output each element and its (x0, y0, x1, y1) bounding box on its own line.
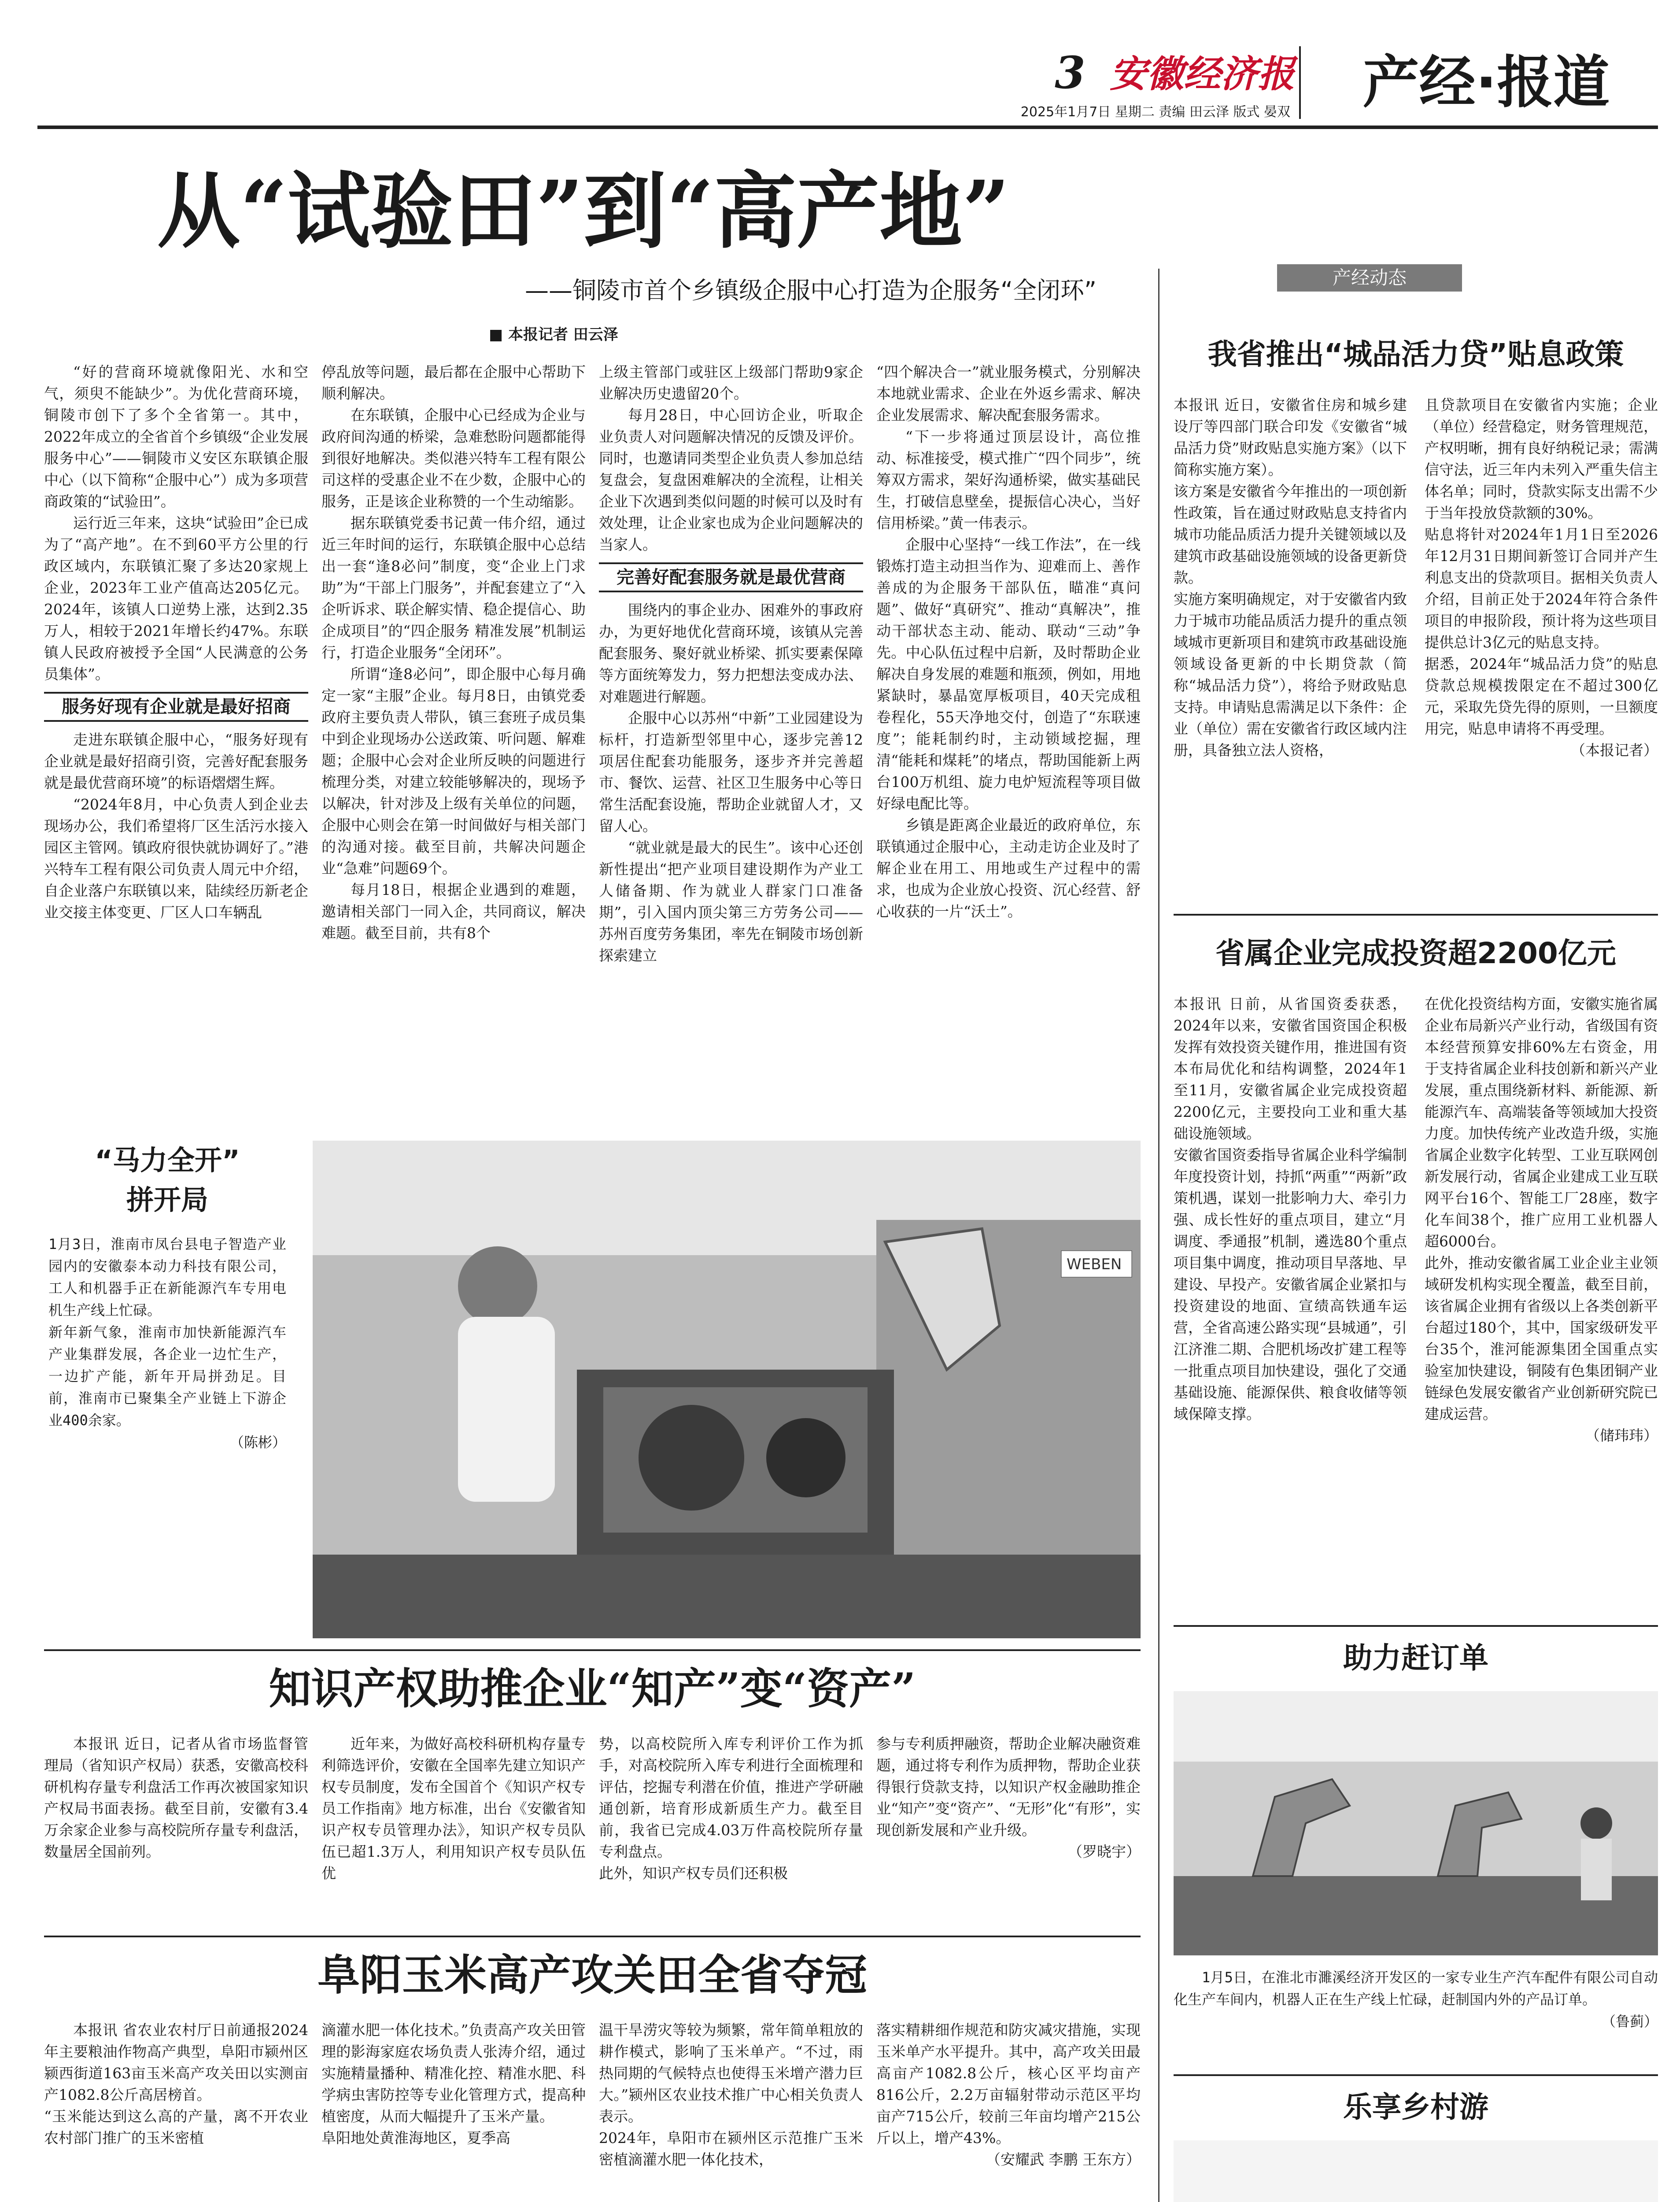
paragraph: 企服中心以苏州“中新”工业园建设为标杆，打造新型邻里中心，逐步完善12项居住配套功能服务，逐步齐并完善超市、餐饮、运营、社区卫生服务中心等日常生活配套设施，帮助企业就留人才，又留人心。 (599, 709, 863, 835)
corn-col-1: 本报讯 省农业农村厅日前通报2024年主要粮油作物高产典型，阜阳市颍州区颍西街道163亩玉米高产攻关田以实测亩产1082.8公斤高居榜首。 “玉米能达到这么高的产量，离不开农业农村部门推广的玉米密植 (44, 2021, 308, 2147)
masthead (0, 0, 1680, 145)
a1-col-right (1425, 394, 1658, 896)
p1-title: 助力赶订单 (1343, 1641, 1488, 1675)
strawberry-photo-illustration (1174, 2140, 1658, 2202)
lead-col-1 (44, 361, 308, 1090)
a1-col-left: 本报讯 近日，安徽省住房和城乡建设厅等四部门联合印发《安徽省“城品活力贷”财政贴息实施方案》（以下简称实施方案）。 该方案是安徽省今年推出的一项创新性政策，旨在通过财政贴息支持省内城市功能品质活力提升关键领域以及建筑市政基础设施领域的设备更新贷款。 实施方案明确规定，对于安徽省内致力于城市功能品质活力提升的重点领域城市更新项目和建筑市政基础设施领域设备更新的中长期贷款（简称“城品活力贷”），将给予财政贴息支持。申请贴息需满足以下条件：企业（单位）需在安徽省行政区域内注册，具备独立法人资格， (1174, 396, 1407, 759)
paragraph: 参与专利质押融资，帮助企业解决融资难题，通过将专利作为质押物，帮助企业获得银行贷款支持，以知识产权金融助推企业“知产”变“资产”、“无形”化“有形”，实现创新发展和产业升级。 (876, 1735, 1141, 1839)
paragraph: “2024年8月，中心负责人到企业去现场办公，我们希望将厂区生活污水接入园区主管网。镇政府很快就协调好了。”港兴特车工程有限公司负责人周元中介绍，自企业落户东联镇以来，陆续经历新老企业交接主体变更、厂区人口车辆乱 (44, 796, 308, 921)
paragraph: “好的营商环境就像阳光、水和空气，须臾不能缺少”。为优化营商环境，铜陵市创下了多个全省第一。其中，2022年成立的全省首个乡镇级“企业发展服务中心”——铜陵市义安区东联镇企服中心（以下简称“企服中心”）成为多项营商政策的“试验田”。 (44, 363, 308, 510)
section-rule (1174, 1625, 1658, 1627)
corn-credit: （安耀武 李鹏 王东方） (986, 2151, 1141, 2168)
lead-subtitle: ——铜陵市首个乡镇级企服中心打造为企服务“全闭环” (525, 277, 1097, 304)
paragraph: 上级主管部门或驻区上级部门帮助9家企业解决历史遗留20个。 (599, 363, 863, 402)
ip-col-4 (876, 1733, 1141, 1905)
corn-col-4 (876, 2019, 1141, 2193)
ip-col-1: 本报讯 近日，记者从省市场监督管理局（省知识产权局）获悉，安徽高校科研机构存量专利盘活工作再次被国家知识产权局书面表扬。截至目前，安徽有3.4万余家企业参与高校院所存量专利盘活，数量居全国前列。 (44, 1735, 308, 1860)
a2-col-left: 本报讯 日前，从省国资委获悉，2024年以来，安徽省国资国企积极发挥有效投资关键作用，推进国有资本布局优化和结构调整，2024年1至11月，安徽省属企业完成投资超2200亿元，主要投向工业和重大基础设施领域。 安徽省国资委指导省属企业科学编制年度投资计划，持抓“两重”“两新”政策机遇，谋划一批影响力大、牵引力强、成长性好的重点项目，建立“月调度、季通报”机制，遴选80个重点项目集中调度，推动项目早落地、早建设、早投产。安徽省属企业紧扣与投资建设的地面、宣绩高铁通车运营，全省高速公路实现“县城通”，引江济淮二期、合肥机场改扩建工程等一批重点项目加快建设，强化了交通基础设施、能源保供、粮食收储等领域保障支撑。 (1174, 995, 1407, 1422)
paragraph: 且贷款项目在安徽省内实施；企业（单位）经营稳定，财务管理规范，产权明晰，拥有良好纳税记录；需满信守法，近三年内未列入严重失信主体名单；同时，贷款实际支出需不少于当年投放贷款额的30%。 贴息将针对2024年1月1日至2026年12月31日期间新签订合同并产生利息支出的贷款项目。据相关负责人介绍，目前正处于2024年符合条件项目的申报阶段，预计将为这些项目提供总计3亿元的贴息支持。 据悉，2024年“城品活力贷”的贴息贷款总规模拨限定在不超过300亿元，采取先贷先得的原则，一旦额度用完，贴息申请将不再受理。 (1425, 396, 1658, 737)
section-rule (44, 1649, 1141, 1651)
paper-name-logo: 安徽经济报 (1110, 52, 1295, 96)
p1-caption (1174, 1966, 1658, 2032)
paragraph: 走进东联镇企服中心，“服务好现有企业就是最好招商引资，完善好配套服务就是最优营商环境”的标语熠熠生辉。 (44, 731, 308, 791)
corn-col-2: 滴灌水肥一体化技术。”负责高产攻关田管理的影海家庭农场负责人张涛介绍，通过实施精量播种、精准化控、精准水肥、科学病虫害防控等专业化管理方式，提高种植密度，从而大幅提升了玉米产量。 阜阳地处黄淮海地区，夏季高 (321, 2021, 586, 2147)
photo1-caption-text: 1月3日，淮南市凤台县电子智造产业园内的安徽泰本动力科技有限公司，工人和机器手正在新能源汽车专用电机生产线上忙碌。 新年新气象，淮南市加快新能源汽车产业集群发展，各企业一边忙生产，一边扩产能，新年开局拼劲足。目前，淮南市已聚集全产业链上下游企业400余家。 (48, 1236, 286, 1429)
photo1-caption (48, 1141, 286, 1625)
lead-col-2 (321, 361, 586, 1090)
corn-title: 阜阳玉米高产攻关田全省夺冠 (318, 1950, 867, 2000)
ip-col-3: 势，以高校院所入库专利评价工作为抓手，对高校院所入库专利进行全面梳理和评估，挖掘专利潜在价值，推进产学研融通创新，培育形成新质生产力。截至目前，我省已完成4.03万件高校院所存量专利盘点。 此外，知识产权专员们还积极 (599, 1735, 863, 1882)
section-rule (1174, 914, 1658, 916)
right-column-divider (1158, 269, 1159, 2202)
right-column-label (1277, 264, 1462, 292)
factory-photo (313, 1141, 1141, 1638)
section-title: 产经·报道 (1362, 50, 1610, 115)
a1-title: 我省推出“城品活力贷”贴息政策 (1207, 337, 1624, 371)
corn-col-3: 温干旱涝灾等较为频繁，常年简单粗放的耕作模式，影响了玉米单产。“不过，雨热同期的气候特点也使得玉米增产潜力巨大。”颍州区农业技术推广中心相关负责人表示。 2024年，阜阳市在颍州区示范推广玉米密植滴灌水肥一体化技术， (599, 2021, 863, 2168)
paragraph: 围绕内的事企业办、困难外的事政府办，为更好地优化营商环境，该镇从完善配套服务、聚好就业桥梁、抓实要素保障等方面统筹发力，努力把想法变成办法、对难题进行解题。 (599, 602, 863, 705)
a2-title: 省属企业完成投资超2200亿元 (1215, 936, 1616, 970)
masthead-rule (37, 126, 1658, 129)
section-rule (44, 1936, 1141, 1937)
paragraph: 运行近三年来，这块“试验田”企已成为了“高产地”。在不到60平方公里的行政区域内，东联镇汇聚了多达20家规上企业，2023年工业产值高达205亿元。2024年，该镇人口逆势上涨，达到2.35万人，相较于2021年增长约47%。东联镇人民政府被授予全国“人民满意的公务员集体”。 (44, 514, 308, 683)
a2-col-right (1425, 993, 1658, 1623)
paragraph: 每月28日，中心回访企业，听取企业负责人对问题解决情况的反馈及评价。同时，也邀请同类型企业负责人参加总结复盘会，复盘困难解决的全流程，让相关企业下次遇到类似问题的时候可以及时有效处理，让企业家也成为企业问题解决的当家人。 (599, 406, 863, 553)
lead-col-3 (599, 361, 863, 1090)
factory-sign-text: WEBEN (1067, 1256, 1122, 1273)
a2-credit: （储玮玮） (1585, 1427, 1658, 1444)
paragraph: 落实精耕细作规范和防灾减灾措施，实现玉米单产水平提升。其中，高产攻关田最高亩产1082.8公斤，核心区平均亩产816公斤，2.2万亩辐射带动示范区平均亩产715公斤，较前三年亩均增产215公斤以上，增产43%。 (876, 2021, 1141, 2147)
paragraph: 所谓“逢8必问”，即企服中心每月确定一家“主服”企业。每月8日，由镇党委政府主要负责人带队，镇三套班子成员集中到企业现场办公送政策、听问题、解难题；企服中心会对企业所反映的问题进行梳理分类，对建立较能够解决的，现场予以解决，针对涉及上级有关单位的问题，企服中心则会在第一时间做好与相关部门的沟通对接。截至目前，共解决问题企业“急难”问题69个。 (321, 665, 586, 877)
strawberry-photo (1174, 2140, 1658, 2202)
p2-title: 乐享乡村游 (1343, 2090, 1488, 2124)
lead-title: 从“试验田”到“高产地” (157, 163, 1010, 260)
robot-photo-illustration (1174, 1691, 1658, 1955)
a1-credit: （本报记者） (1571, 742, 1658, 759)
p1-caption-text: 1月5日，在淮北市濉溪经济开发区的一家专业生产汽车配件有限公司自动化生产车间内，机器人正在生产线上忙碌，赶制国内外的产品订单。 (1174, 1969, 1658, 2008)
lead-col-4 (876, 361, 1141, 1090)
paragraph: 在优化投资结构方面，安徽实施省属企业布局新兴产业行动，省级国有资本经营预算安排60%左右资金，用于支持省属企业科技创新和新兴产业发展，重点围绕新材料、新能源、新能源汽车、高端装备等领域加大投资力度。加快传统产业改造升级，实施省属企业数字化转型、工业互联网创新发展行动，省属企业建成工业互联网平台16个、智能工厂28座，数字化车间38个，推广应用工业机器人超6000台。 此外，推动安徽省属工业企业主业领域研发机构实现全覆盖，截至目前，该省属企业拥有省级以上各类创新平台超过180个，其中，国家级研发平台35个，淮河能源集团全国重点实验室加快建设，铜陵有色集团铜产业链绿色发展安徽省产业创新研究院已建成运营。 (1425, 995, 1658, 1422)
lead-subhead-1: 服务好现有企业就是最好招商 (44, 692, 308, 722)
ip-credit: （罗晓宇） (1068, 1843, 1141, 1860)
photo1-caption-title: “马力全开” 拼开局 (95, 1144, 240, 1216)
paragraph: 乡镇是距离企业最近的政府单位，东联镇通过企服中心，主动走访企业及时了解企业在用工、用地或生产过程中的需求，也成为企业放心投资、沉心经营、舒心收获的一片“沃土”。 (876, 817, 1141, 920)
paragraph: 在东联镇，企服中心已经成为企业与政府间沟通的桥梁，急难愁盼问题都能得到很好地解决。类似港兴特车工程有限公司这样的受惠企业不在少数，企服中心的服务，正是该企业称赞的一个生动缩影。 (321, 406, 586, 510)
paragraph: 停乱放等问题，最后都在企服中心帮助下顺利解决。 (321, 363, 586, 402)
paragraph: 企服中心坚持“一线工作法”，在一线锻炼打造主动担当作为、迎难而上、善作善成的为企服务干部队伍，瞄准“真问题”、做好“真研究”、推动“真解决”，推动干部状态主动、能动、联动“三动”争先。中心队伍过程中启新，及时帮助企业解决自身发展的难题和瓶颈，例如，用地紧缺时，暴晶宽厚板项目，40天完成租卷程化，55天净地交付，创造了“东联速度”；能耗制约时，主动锁域挖掘，理清“能耗和煤耗”的堵点，帮助国能新上两台100万机组、旋力电炉短流程等项目做好绿电配比等。 (876, 536, 1141, 812)
right-column-label-text: 产经动态 (1332, 267, 1407, 288)
page-number: 3 (1055, 47, 1086, 99)
paragraph: 每月18日，根据企业遇到的难题，邀请相关部门一同入企，共同商议，解决难题。截至目前，共有8个 (321, 881, 586, 942)
masthead-divider (1299, 46, 1301, 119)
paragraph: “下一步将通过顶层设计，高位推动、标准接受，模式推广“四个同步”，统筹双方需求，架好沟通桥梁，做实基础民生，打破信息壁垒，提振信心决心，当好信用桥梁。”黄一伟表示。 (876, 428, 1141, 532)
paragraph: “四个解决合一”就业服务模式，分别解决本地就业需求、企业在外返乡需求、解决企业发展需求、解决配套服务需求。 (876, 363, 1141, 424)
robot-photo (1174, 1691, 1658, 1955)
paragraph: 据东联镇党委书记黄一伟介绍，通过近三年时间的运行，东联镇企服中心总结出一套“逢8必问”制度，变“企业上门求助”为“干部上门服务”，并配套建立了“入企听诉求、联企解实情、稳企提信心、助企成项目”的“四企服务 精准发展”机制运行，打造企业服务“全闭环”。 (321, 514, 586, 661)
photo1-credit: （陈彬） (229, 1434, 286, 1451)
ip-col-2: 近年来，为做好高校科研机构存量专利筛选评价，安徽在全国率先建立知识产权专员制度，发布全国首个《知识产权专员工作指南》地方标准，出台《安徽省知识产权专员管理办法》，知识产权专员队伍已超1.3万人，利用知识产权专员队伍优 (321, 1735, 586, 1882)
lead-byline: ■ 本报记者 田云泽 (489, 326, 618, 344)
lead-subhead-2: 完善好配套服务就是最优营商 (599, 562, 863, 592)
ip-title: 知识产权助推企业“知产”变“资产” (269, 1664, 916, 1714)
factory-photo-illustration (313, 1141, 1141, 1638)
paragraph: “就业就是最大的民生”。该中心还创新性提出“把产业项目建设期作为产业工人储备期、作为就业人群家门口准备期”，引入国内顶尖第三方劳务公司——苏州百度劳务集团，率先在铜陵市场创新探索建立 (599, 839, 863, 964)
date-line: 2025年1月7日 星期二 责编 田云泽 版式 晏双 (1020, 104, 1290, 120)
p1-credit: （鲁蓟） (1601, 2013, 1658, 2030)
section-rule (1174, 2074, 1658, 2076)
